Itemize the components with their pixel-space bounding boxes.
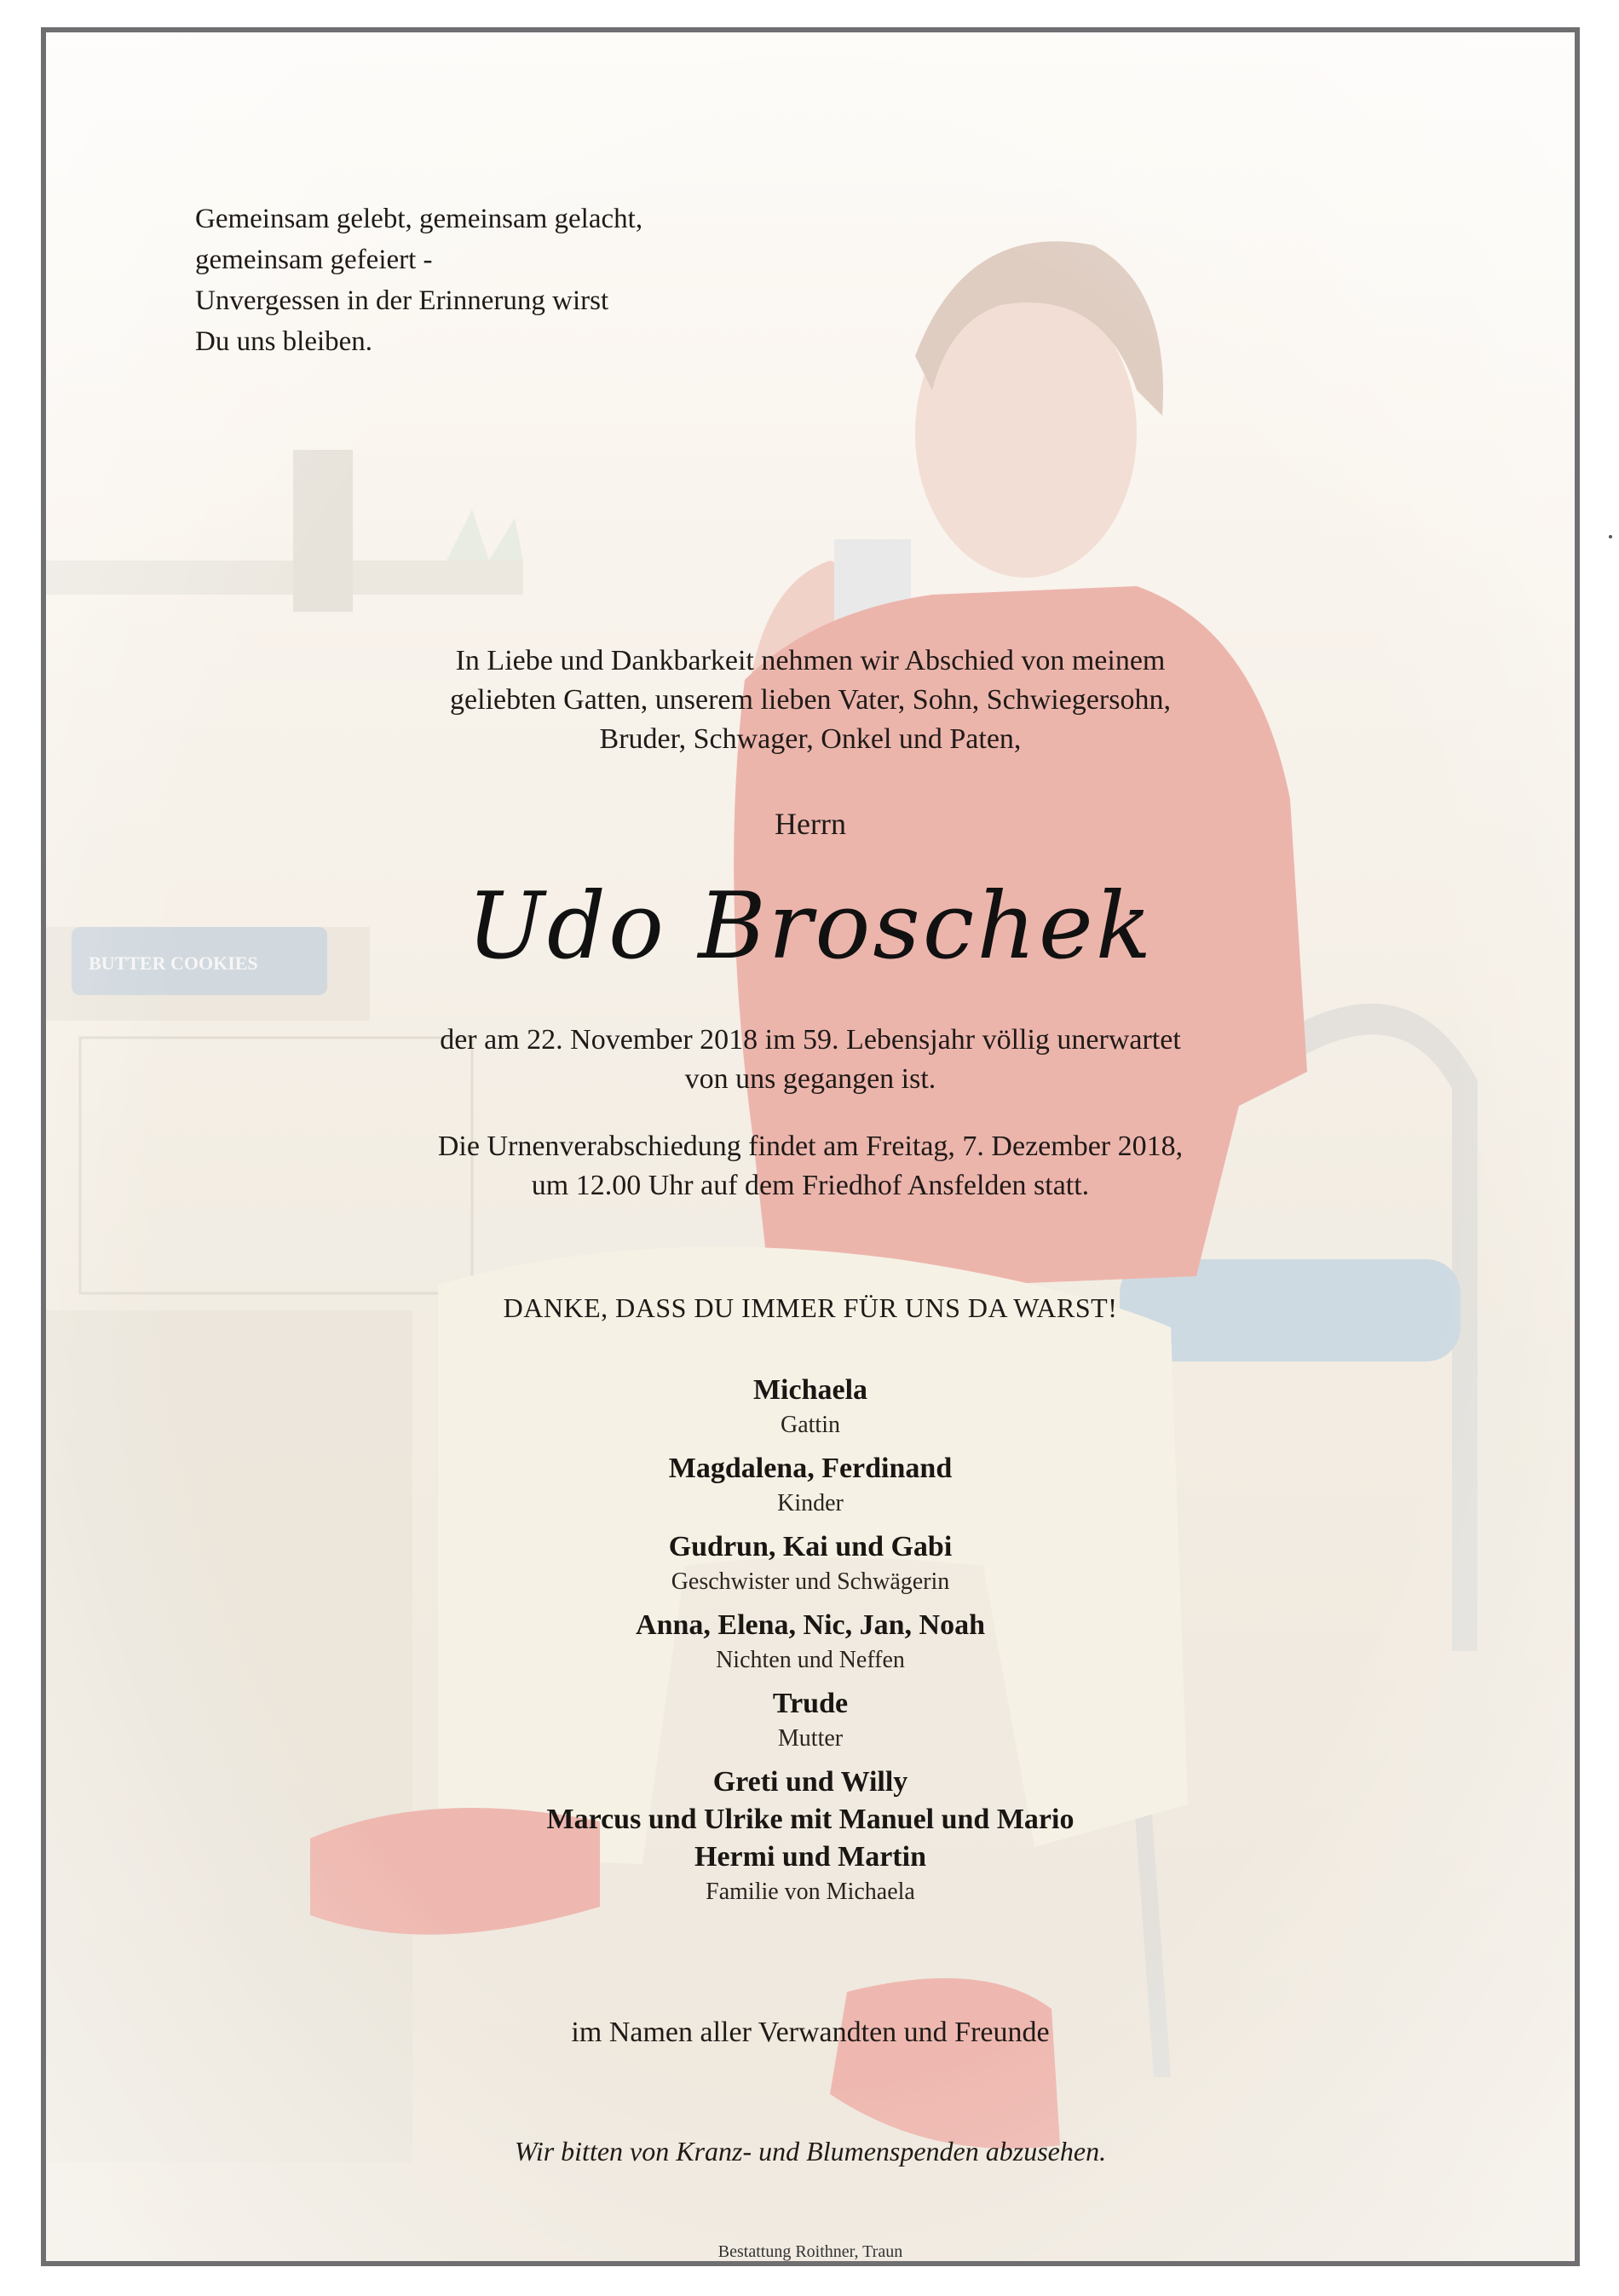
mourner-role: Geschwister und Schwägerin <box>671 1568 950 1595</box>
mourner-group <box>46 1685 1575 1755</box>
mourner-names: Anna, Elena, Nic, Jan, Noah <box>636 1609 985 1641</box>
death-line: von uns gegangen ist. <box>684 1063 936 1095</box>
undertaker-credit: Bestattung Roithner, Traun <box>717 2242 903 2261</box>
scan-speck <box>1609 535 1612 538</box>
mourner-group <box>46 1764 1575 1908</box>
funeral-line: Die Urnenverabschiedung findet am Freitag, 7. Dezember 2018, <box>437 1131 1184 1162</box>
death-line: der am 22. November 2018 im 59. Lebensjahr völlig unerwartet <box>440 1024 1181 1056</box>
mourners-list <box>46 1372 1575 1917</box>
mourner-role: Familie von Michaela <box>706 1879 915 1905</box>
funeral-line: um 12.00 Uhr auf dem Friedhof Ansfelden statt. <box>531 1170 1090 1201</box>
memorial-verse <box>195 199 843 362</box>
mourner-group <box>46 1450 1575 1520</box>
intro-line: In Liebe und Dankbarkeit nehmen wir Abschied von meinem <box>455 645 1166 676</box>
intro-line: geliebten Gatten, unserem lieben Vater, Sohn, Schwiegersohn, <box>450 684 1171 716</box>
verse-line: Du uns bleiben. <box>195 326 373 357</box>
intro-line: Bruder, Schwager, Onkel und Paten, <box>599 723 1022 755</box>
mourner-names: Hermi und Martin <box>694 1841 926 1873</box>
on-behalf-line: im Namen aller Verwandten und Freunde <box>571 2017 1050 2048</box>
verse-line: Gemeinsam gelebt, gemeinsam gelacht, <box>195 204 643 234</box>
mourner-names: Trude <box>772 1688 849 1719</box>
deceased-name: Udo Broschek <box>466 873 1155 980</box>
death-notice <box>46 1021 1575 1099</box>
mourner-names: Michaela <box>752 1374 868 1406</box>
mourner-group <box>46 1372 1575 1441</box>
mourner-group <box>46 1607 1575 1677</box>
obituary-frame <box>41 27 1580 2266</box>
mourner-names: Marcus und Ulrike mit Manuel und Mario <box>546 1804 1075 1835</box>
mourner-group <box>46 1528 1575 1598</box>
mourner-role: Kinder <box>777 1490 844 1516</box>
mourner-names: Magdalena, Ferdinand <box>668 1453 953 1484</box>
salutation: Herrn <box>775 807 846 841</box>
donation-request: Wir bitten von Kranz- und Blumenspenden abzusehen. <box>514 2136 1107 2167</box>
mourner-role: Mutter <box>777 1725 844 1752</box>
verse-line: Unvergessen in der Erinnerung wirst <box>195 285 609 316</box>
mourner-role: Nichten und Neffen <box>716 1647 905 1673</box>
mourner-names: Greti und Willy <box>712 1766 908 1798</box>
mourner-role: Gattin <box>781 1412 840 1438</box>
thanks-line: DANKE, DASS DU IMMER FÜR UNS DA WARST! <box>503 1292 1118 1323</box>
mourner-names: Gudrun, Kai und Gabi <box>668 1531 953 1562</box>
verse-line: gemeinsam gefeiert - <box>195 245 433 275</box>
farewell-intro <box>46 642 1575 759</box>
funeral-notice <box>46 1127 1575 1206</box>
